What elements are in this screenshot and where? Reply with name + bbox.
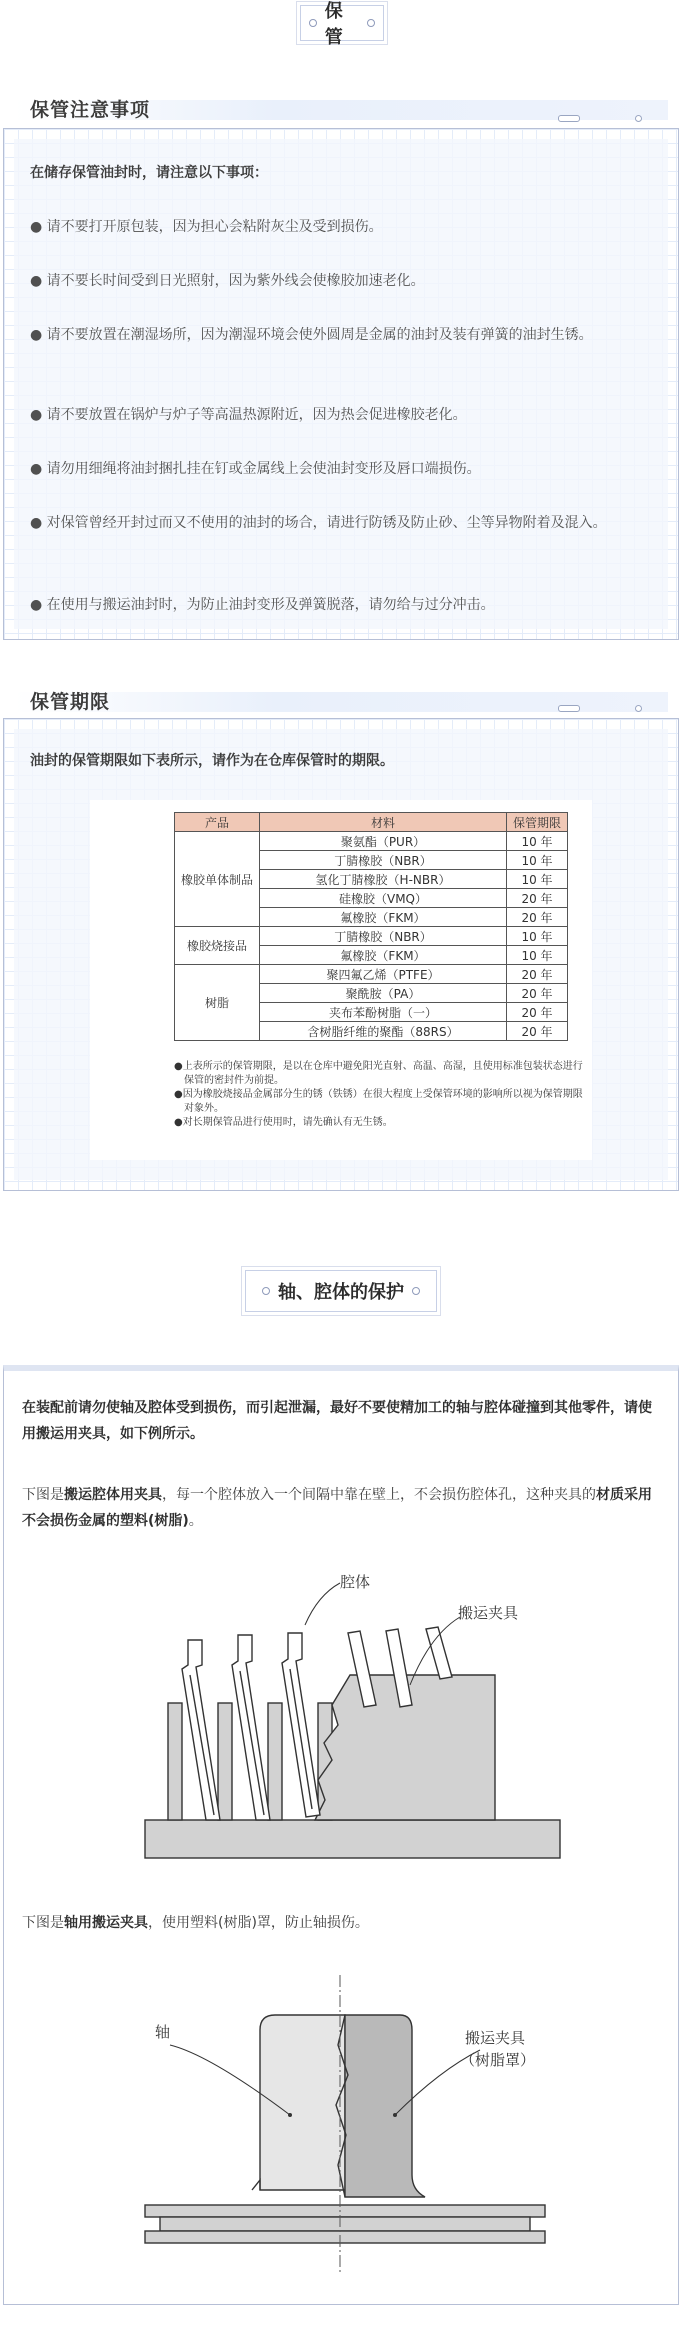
- table-row: [175, 965, 568, 984]
- material-cell: 丁腈橡胶（NBR）: [260, 927, 507, 946]
- material-cell: 硅橡胶（VMQ）: [260, 889, 507, 908]
- period-cell: 20 年: [507, 908, 568, 927]
- period-cell: 20 年: [507, 1022, 568, 1041]
- protection-intro: [22, 1395, 652, 1447]
- period-cell: 10 年: [507, 832, 568, 851]
- product-cell: 树脂: [175, 965, 260, 1041]
- leader-line: [305, 1583, 340, 1625]
- resin-cap: [345, 2015, 425, 2197]
- label-housing: 腔体: [340, 1574, 371, 1591]
- intro-text: 在装配前请勿使轴及腔体受到损伤，而引起泄漏，最好不要使精加工的轴与腔体碰撞到其他零件，请使用搬运用夹具，如下例所示。: [22, 1400, 652, 1442]
- material-cell: 夹布苯酚树脂（一）: [260, 1003, 507, 1022]
- table-header: 产品: [175, 813, 260, 832]
- housing-jig-diagram: [140, 1565, 600, 1870]
- circle-icon: [309, 19, 317, 27]
- text-emphasis: 轴用搬运夹具: [64, 1915, 148, 1931]
- note-item: ● 请不要打开原包装，因为担心会粘附灰尘及受到损伤。: [30, 219, 383, 235]
- period-cell: 10 年: [507, 946, 568, 965]
- jig-partition: [268, 1703, 282, 1820]
- note-item: ● 对保管曾经开封过而又不使用的油封的场合，请进行防锈及防止砂、尘等异物附着及混入。: [30, 515, 607, 531]
- product-cell: 橡胶单体制品: [175, 832, 260, 927]
- material-cell: 丁腈橡胶（NBR）: [260, 851, 507, 870]
- storage-period-table: [174, 812, 568, 1041]
- section-badge-storage: [300, 1, 384, 48]
- material-cell: 聚酰胺（PA）: [260, 984, 507, 1003]
- circle-icon: [367, 19, 375, 27]
- material-cell: 氟橡胶（FKM）: [260, 946, 507, 965]
- note-item: ● 在使用与搬运油封时，为防止油封变形及弹簧脱落，请勿给与过分冲击。: [30, 597, 495, 613]
- housing: [182, 1640, 220, 1820]
- text-emphasis: 材质采用不会损伤金属的塑料(树脂): [22, 1487, 652, 1529]
- material-cell: 含树脂纤维的聚酯（88RS）: [260, 1022, 507, 1041]
- table-notes: [174, 1060, 584, 1130]
- period-cell: 20 年: [507, 1003, 568, 1022]
- table-header: 材料: [260, 813, 507, 832]
- storage-period-figure: [90, 800, 592, 1160]
- note-item: ● 请勿用细绳将油封捆扎挂在钉或金属线上会使油封变形及唇口端损伤。: [30, 461, 481, 477]
- text-span: ，每一个腔体放入一个间隔中靠在壁上，不会损伤腔体孔，这种夹具的: [162, 1487, 596, 1503]
- ring-decoration-icon: [635, 705, 642, 712]
- section-heading: 保管注意事项: [30, 99, 151, 121]
- jig-partition: [168, 1703, 182, 1820]
- note-item: ● 请不要放置在锅炉与炉子等高温热源附近，因为热会促进橡胶老化。: [30, 407, 467, 423]
- text-span: 下图是: [22, 1487, 64, 1503]
- material-cell: 聚四氟乙烯（PTFE）: [260, 965, 507, 984]
- jig-base: [145, 2205, 545, 2217]
- housing: [232, 1635, 270, 1820]
- label-transport-jig: 搬运夹具: [465, 2030, 526, 2047]
- housing: [282, 1633, 320, 1817]
- period-cell: 20 年: [507, 889, 568, 908]
- period-cell: 20 年: [507, 965, 568, 984]
- jig-base: [145, 1820, 560, 1858]
- jig-base: [145, 2231, 545, 2243]
- table-header: 保管期限: [507, 813, 568, 832]
- table-note: ●对长期保管品进行使用时，请先确认有无生锈。: [174, 1117, 393, 1128]
- note-item: ● 请不要长时间受到日光照射，因为紫外线会使橡胶加速老化。: [30, 273, 425, 289]
- storage-notes-panel: [3, 128, 679, 640]
- text-emphasis: 搬运腔体用夹具: [64, 1487, 162, 1503]
- table-row: [175, 832, 568, 851]
- ring-decoration-icon: [635, 115, 642, 122]
- housing-jig-description: [22, 1482, 652, 1534]
- badge-title: 轴、腔体的保护: [278, 1282, 404, 1303]
- period-cell: 10 年: [507, 870, 568, 889]
- period-cell: 10 年: [507, 851, 568, 870]
- shaft-jig-diagram: [140, 1975, 580, 2275]
- period-lead: 油封的保管期限如下表所示，请作为在仓库保管时的期限。: [30, 753, 394, 769]
- jig-base: [160, 2217, 530, 2231]
- period-cell: 10 年: [507, 927, 568, 946]
- table-note: ●上表所示的保管期限，是以在仓库中避免阳光直射、高温、高湿，且使用标准包装状态进行保管的密封件为前提。: [174, 1061, 583, 1086]
- material-cell: 氢化丁腈橡胶（H-NBR）: [260, 870, 507, 889]
- shaft-jig-description: [22, 1910, 652, 1936]
- table-row: [175, 927, 568, 946]
- badge-title: 保管: [324, 1, 343, 48]
- section-heading: 保管期限: [30, 691, 111, 713]
- product-cell: 橡胶烧接品: [175, 927, 260, 965]
- section-badge-protection: [245, 1270, 437, 1312]
- material-cell: 氟橡胶（FKM）: [260, 908, 507, 927]
- text-span: ，使用塑料(树脂)罩，防止轴损伤。: [148, 1915, 369, 1931]
- label-resin-cap: （树脂罩）: [460, 2052, 536, 2069]
- label-shaft: 轴: [155, 2024, 171, 2041]
- circle-icon: [412, 1287, 420, 1295]
- pill-decoration-icon: [558, 115, 580, 122]
- table-note: ●因为橡胶烧接品金属部分生的锈（铁锈）在很大程度上受保管环境的影响所以视为保管期限对象外。: [174, 1089, 583, 1114]
- label-transport-jig: 搬运夹具: [458, 1605, 519, 1622]
- text-span: 。: [188, 1513, 203, 1529]
- material-cell: 聚氨酯（PUR）: [260, 832, 507, 851]
- notes-lead: 在储存保管油封时，请注意以下事项：: [30, 165, 268, 181]
- circle-icon: [262, 1287, 270, 1295]
- jig-partition: [218, 1703, 232, 1820]
- text-span: 下图是: [22, 1915, 64, 1931]
- period-cell: 20 年: [507, 984, 568, 1003]
- note-item: ● 请不要放置在潮湿场所，因为潮湿环境会使外圆周是金属的油封及装有弹簧的油封生锈。: [30, 327, 593, 343]
- pill-decoration-icon: [558, 705, 580, 712]
